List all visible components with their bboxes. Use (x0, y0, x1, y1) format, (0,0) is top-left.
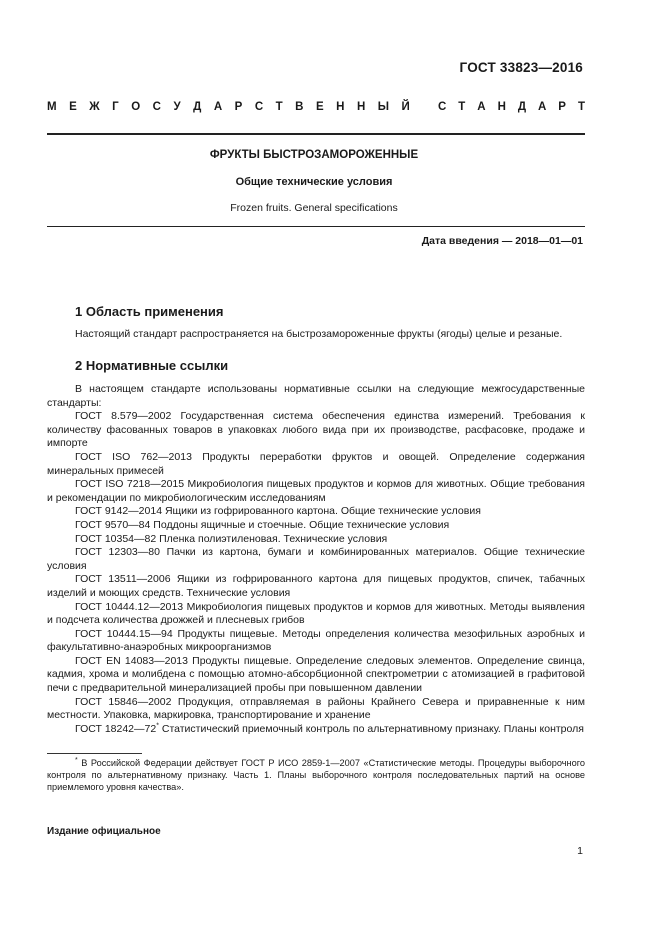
official-edition-label: Издание официальное (47, 826, 161, 837)
header-rule (47, 133, 585, 135)
reference-item: ГОСТ ISO 7218—2015 Микробиология пищевых продуктов и кормов для животных. Общие требования и рекомендации по микробиологическим исследованиям (47, 478, 585, 504)
banner-letter: Т (458, 101, 466, 113)
banner-letter: Т (577, 101, 585, 113)
banner-letter: Й (401, 101, 410, 113)
reference-item: ГОСТ 13511—2006 Ящики из гофрированного картона для пищевых продуктов, спичек, табачных изделий и моющих средств. Технические условия (47, 573, 585, 599)
banner-letter: Е (69, 101, 77, 113)
section-1-text: Настоящий стандарт распространяется на быстрозамороженные фрукты (ягоды) целые и резаные. (75, 328, 563, 340)
reference-item: ГОСТ 15846—2002 Продукция, отправляемая в районы Крайнего Севера и приравненные к ним местности. Упаковка, маркировка, транспортирование и хранение (47, 695, 585, 722)
reference-item: ГОСТ ISO 762—2013 Продукты переработки фруктов и овощей. Определение содержания минеральных примесей (47, 450, 585, 477)
banner-letter: М (47, 101, 57, 113)
document-title-english: Frozen fruits. General specifications (230, 202, 398, 214)
banner-letter: Р (234, 101, 243, 113)
banner-letter: С (438, 101, 447, 113)
reference-item: ГОСТ 10354—82 Пленка полиэтиленовая. Технические условия (75, 532, 388, 545)
reference-item: ГОСТ 12303—80 Пачки из картона, бумаги и комбинированных материалов. Общие технические условия (47, 546, 585, 572)
banner-letter: Т (275, 101, 283, 113)
footnote-mark: * (75, 756, 78, 764)
banner-letter: Ы (377, 101, 390, 113)
footnote-rule (47, 753, 142, 754)
reference-code: ГОСТ 18242—72 (75, 722, 157, 735)
banner-letter: А (538, 101, 547, 113)
references-intro: В настоящем стандарте использованы нормативные ссылки на следующие межгосударственные стандарты: (47, 383, 585, 409)
standard-code: ГОСТ 33823—2016 (459, 60, 583, 75)
reference-item-with-footnote (47, 723, 585, 737)
reference-item: ГОСТ 8.579—2002 Государственная система обеспечения единства измерений. Требования к количеству фасованных товаров в упаковках любого вида при их производстве, расфасовке, продаже и импорте (47, 410, 585, 450)
introduction-date: Дата введения — 2018—01—01 (421, 235, 583, 247)
reference-title: Статистический приемочный контроль по альтернативному признаку. Планы контроля (158, 722, 584, 735)
reference-item: ГОСТ 10444.15—94 Продукты пищевые. Методы определения количества мезофильных аэробных и факультативно-анаэробных микроорганизмов (47, 627, 585, 654)
banner-letter: Е (315, 101, 324, 113)
banner-letter: В (295, 101, 304, 113)
reference-item: ГОСТ EN 14083—2013 Продукты пищевые. Определение следовых элементов. Определение свинца, кадмия, хрома и молибдена с помощью атомно-абсорбционной спектрометрии с атомизацией в графитовой печи с предварительной минерализацией пробы при повышенном давлении (47, 654, 585, 695)
banner-word-interstate (47, 101, 410, 113)
title-rule (47, 226, 585, 227)
reference-item: ГОСТ 9570—84 Поддоны ящичные и стоечные. Общие технические условия (75, 518, 450, 531)
banner-letter: А (213, 101, 223, 113)
banner-letter: О (131, 101, 141, 113)
banner-word-standard (438, 101, 585, 113)
banner-letter: С (254, 101, 264, 113)
banner-letter: Н (497, 101, 506, 113)
banner-letter: Р (558, 101, 566, 113)
reference-item: ГОСТ 10444.12—2013 Микробиология пищевых продуктов и кормов для животных. Методы выявления и подсчета количества дрожжей и плесневых грибов (47, 600, 585, 627)
section-2-heading: 2 Нормативные ссылки (75, 358, 229, 373)
banner-letter: Н (336, 101, 345, 113)
banner-letter: Г (112, 101, 119, 113)
footnote-text: В Российской Федерации действует ГОСТ Р ИСО 2859-1—2007 «Статистические методы. Процедуры выборочного контроля по альтернативному признаку. Часть 1. Планы выборочного контроля последовательных партий на основе приемлемого уровня качества». (47, 758, 585, 792)
banner-letter: Д (517, 101, 527, 113)
footnote (47, 757, 585, 793)
normative-references (47, 383, 585, 736)
banner-letter: Д (193, 101, 202, 113)
page-number: 1 (577, 845, 583, 857)
banner-letter: С (152, 101, 161, 113)
document-title: ФРУКТЫ БЫСТРОЗАМОРОЖЕННЫЕ (209, 149, 419, 161)
banner-letter: Ж (89, 101, 100, 113)
banner-letter: Н (356, 101, 366, 113)
document-subtitle: Общие технические условия (235, 176, 393, 188)
banner-letter: А (477, 101, 486, 113)
section-1-heading: 1 Область применения (75, 304, 224, 319)
banner-letter: У (173, 101, 181, 113)
footnote-marker: * (156, 722, 159, 730)
interstate-standard-banner (47, 101, 585, 113)
reference-item: ГОСТ 9142—2014 Ящики из гофрированного картона. Общие технические условия (75, 505, 481, 518)
